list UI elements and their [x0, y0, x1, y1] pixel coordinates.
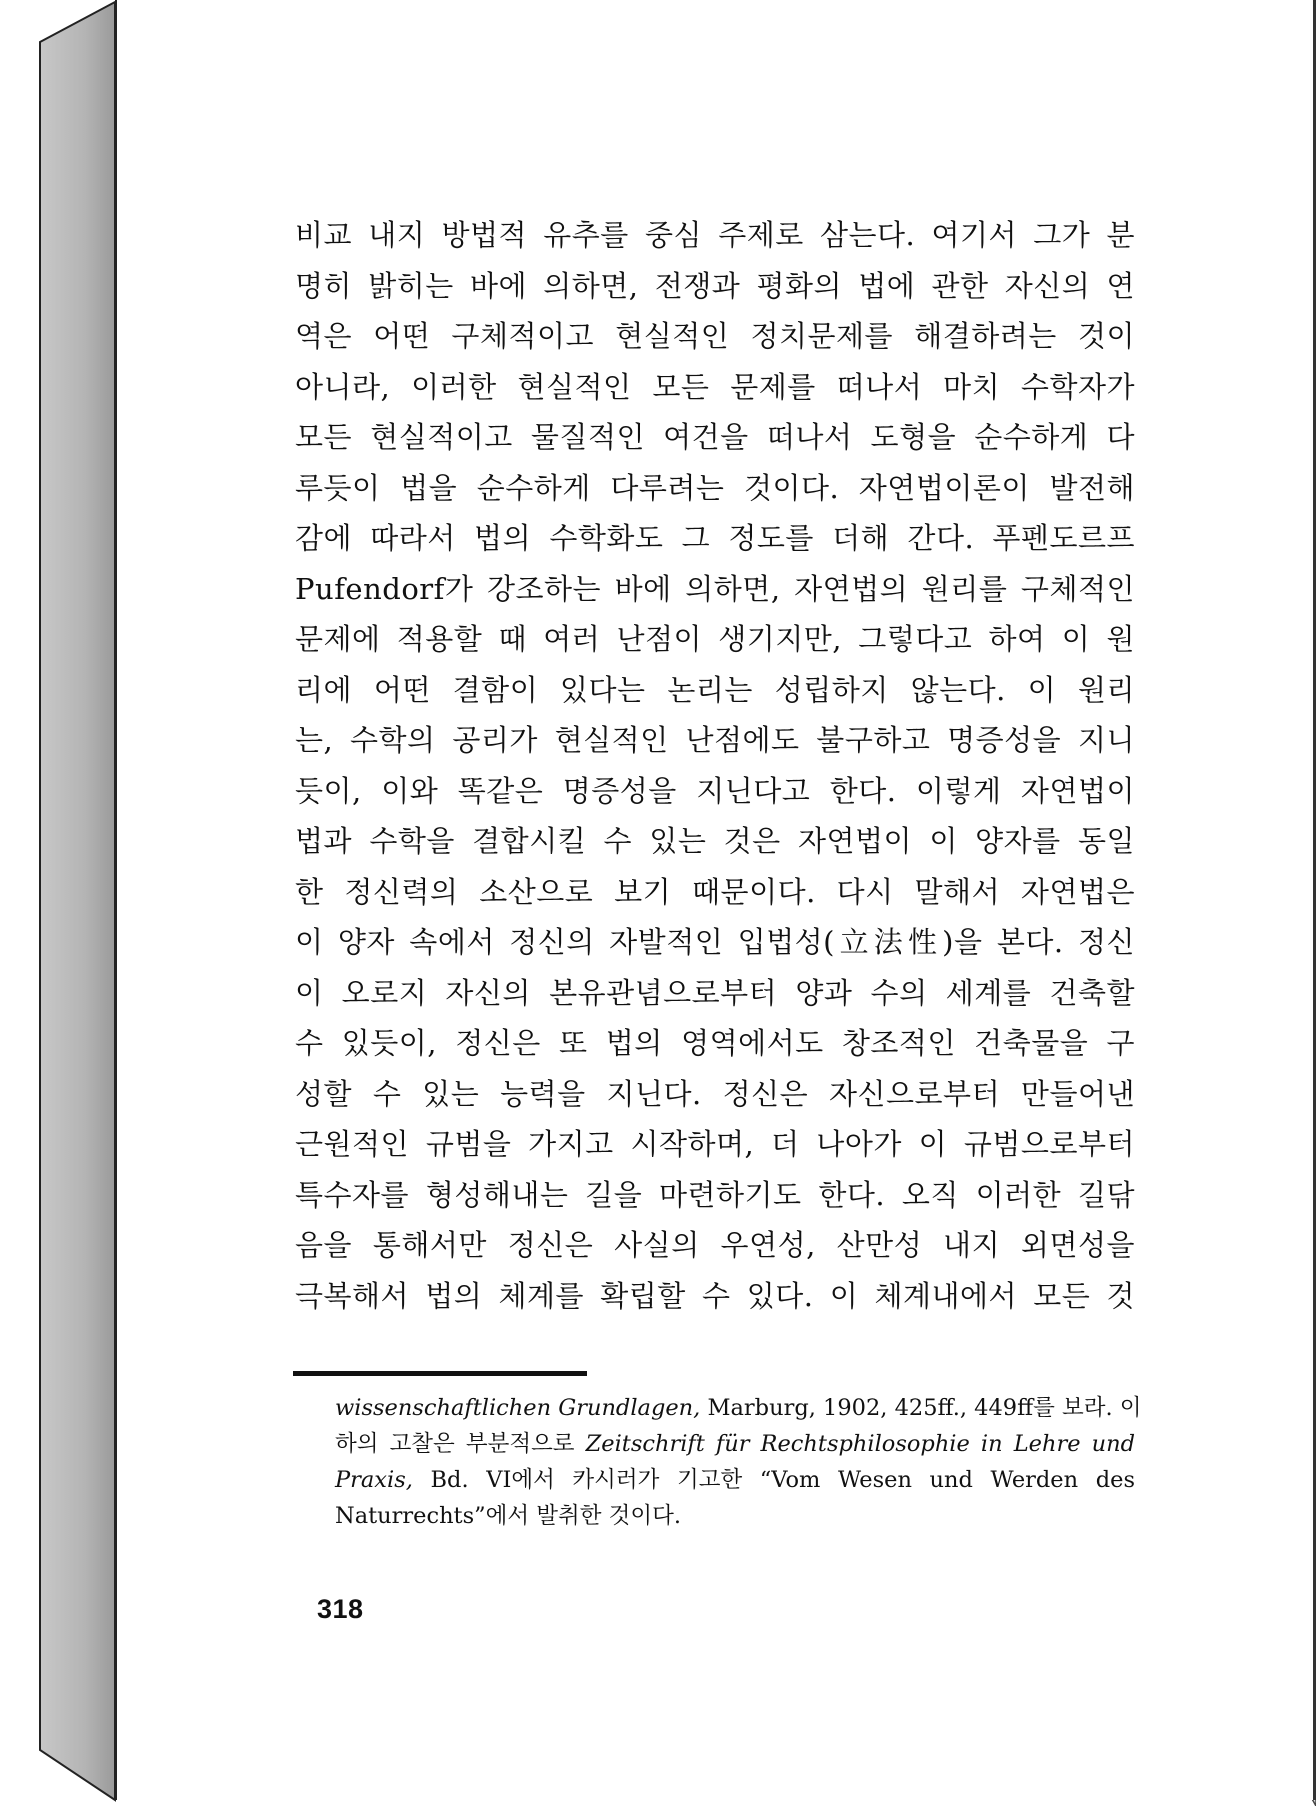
body-line: 감에 따라서 법의 수학화도 그 정도를 더해 간다. 푸펜도르프	[295, 521, 1135, 555]
body-line: 극복해서 법의 체계를 확립할 수 있다. 이 체계내에서 모든 것	[295, 1278, 1135, 1313]
footnote-text: Marburg, 1902, 425ff., 449ff를 보라. 이	[700, 1395, 1142, 1421]
body-line: 리에 어떤 결함이 있다는 논리는 성립하지 않는다. 이 원리	[295, 672, 1135, 707]
footnote-line	[335, 1390, 1142, 1426]
footnote-text: Bd. VI에서 카시러가 기고한 “Vom Wesen und Werden des	[412, 1467, 1135, 1493]
body-line: 음을 통해서만 정신은 사실의 우연성, 산만성 내지 외면성을	[295, 1228, 1135, 1262]
body-line: 듯이, 이와 똑같은 명증성을 지닌다고 한다. 이렇게 자연법이	[295, 773, 1135, 808]
body-line: 역은 어떤 구체적이고 현실적인 정치문제를 해결하려는 것이	[295, 319, 1135, 353]
footnote-italic-title: wissenschaftlichen Grundlagen,	[335, 1395, 701, 1421]
body-line: 수 있듯이, 정신은 또 법의 영역에서도 창조적인 건축물을 구	[295, 1026, 1135, 1060]
body-line: 근원적인 규범을 가지고 시작하며, 더 나아가 이 규범으로부터	[295, 1127, 1135, 1161]
book-spine	[40, 2, 115, 1800]
footnote-separator	[293, 1371, 587, 1376]
body-line: 법과 수학을 결합시킬 수 있는 것은 자연법이 이 양자를 동일	[295, 824, 1135, 858]
body-line: 문제에 적용할 때 여러 난점이 생기지만, 그렇다고 하여 이 원	[295, 622, 1135, 656]
body-line: 명히 밝히는 바에 의하면, 전쟁과 평화의 법에 관한 자신의 연	[295, 268, 1135, 303]
body-line: Pufendorf가 강조하는 바에 의하면, 자연법의 원리를 구체적인	[295, 571, 1135, 606]
footnote-text: 하의 고찰은 부분적으로	[335, 1431, 586, 1457]
body-line: 루듯이 법을 순수하게 다루려는 것이다. 자연법이론이 발전해	[295, 470, 1135, 505]
footnote-line	[335, 1498, 1135, 1534]
body-line: 비교 내지 방법적 유추를 중심 주제로 삼는다. 여기서 그가 분	[295, 218, 1135, 252]
body-line: 모든 현실적이고 물질적인 여건을 떠나서 도형을 순수하게 다	[295, 420, 1135, 454]
footnote	[335, 1390, 1142, 1534]
body-line: 한 정신력의 소산으로 보기 때문이다. 다시 말해서 자연법은	[295, 874, 1135, 909]
body-text	[295, 210, 1135, 1321]
body-line: 성할 수 있는 능력을 지닌다. 정신은 자신으로부터 만들어낸	[295, 1076, 1135, 1111]
body-line: 이 오로지 자신의 본유관념으로부터 양과 수의 세계를 건축할	[295, 975, 1135, 1010]
body-line: 아니라, 이러한 현실적인 모든 문제를 떠나서 마치 수학자가	[295, 369, 1135, 404]
footnote-italic-title: Zeitschrift für Rechtsphilosophie in Lehre und	[585, 1431, 1135, 1457]
body-line: 이 양자 속에서 정신의 자발적인 입법성(立法性)을 본다. 정신	[295, 925, 1135, 959]
footnote-line	[335, 1462, 1135, 1498]
footnote-line	[335, 1426, 1135, 1462]
body-line: 특수자를 형성해내는 길을 마련하기도 한다. 오직 이러한 길닦	[295, 1177, 1135, 1212]
page-number: 318	[317, 1594, 364, 1624]
footnote-italic-title: Praxis,	[335, 1467, 413, 1493]
body-line: 는, 수학의 공리가 현실적인 난점에도 불구하고 명증성을 지니	[295, 723, 1135, 757]
footnote-text: Naturrechts”에서 발취한 것이다.	[335, 1503, 681, 1529]
